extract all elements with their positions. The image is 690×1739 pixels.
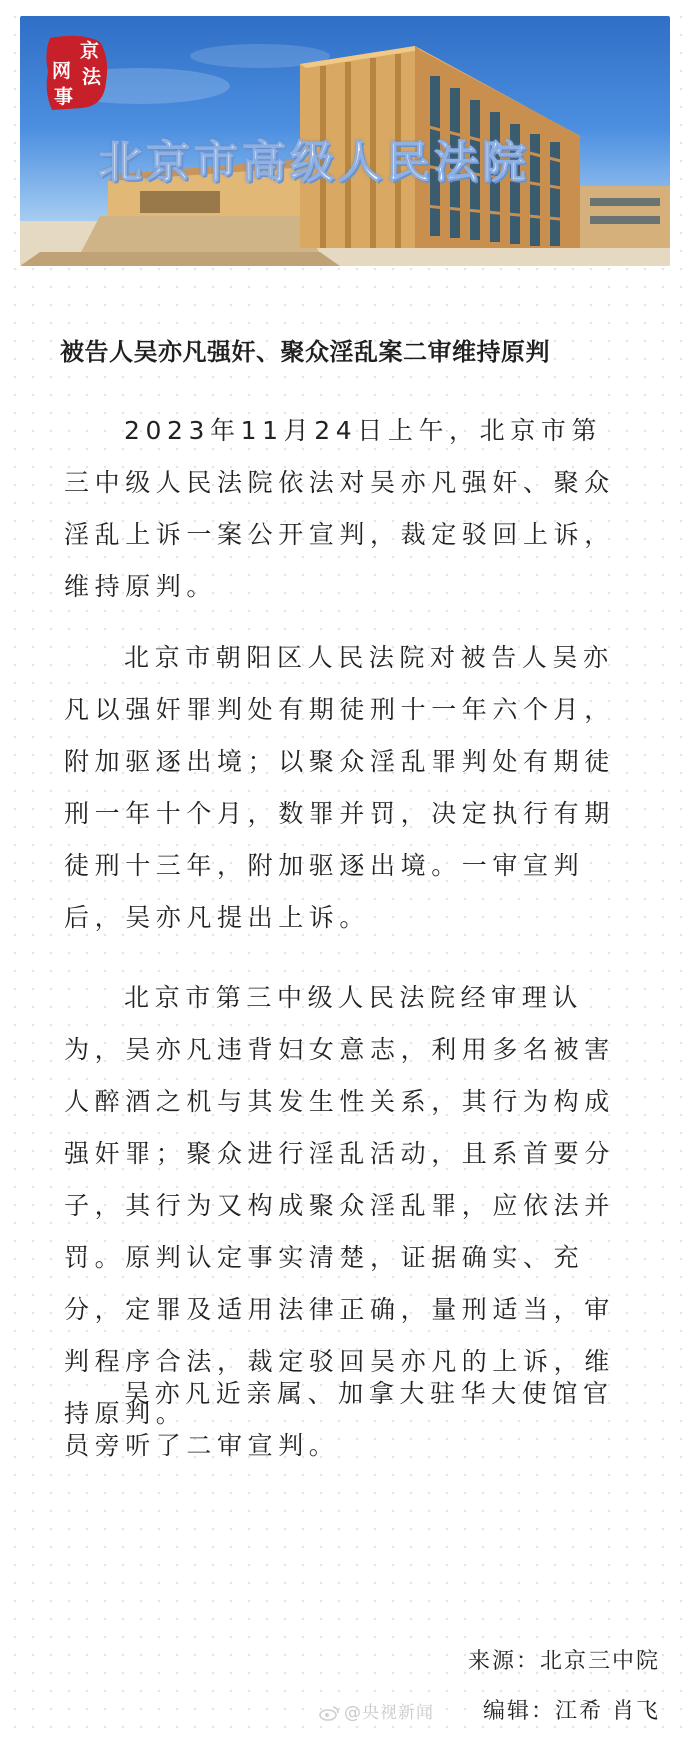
seal-char: 网	[52, 60, 72, 82]
article-editor: 编辑：江希 肖飞	[483, 1699, 660, 1724]
watermark	[318, 1698, 434, 1723]
court-seal-logo	[42, 32, 112, 114]
article-headline: 被告人吴亦凡强奸、聚众淫乱案二审维持原判	[60, 338, 550, 366]
article-paragraph: 北京市朝阳区人民法院对被告人吴亦凡以强奸罪判处有期徒刑十一年六个月，附加驱逐出境；以聚众淫乱罪判处有期徒刑一年十个月，数罪并罚，决定执行有期徒刑十三年，附加驱逐出境。一审宣判后，吴亦凡提出上诉。	[64, 643, 615, 932]
seal-char: 京	[80, 40, 100, 62]
article-paragraph: 吴亦凡近亲属、加拿大驻华大使馆官员旁听了二审宣判。	[64, 1379, 614, 1460]
seal-char: 事	[54, 86, 74, 108]
seal-char: 法	[82, 66, 102, 88]
banner-title: 北京市高级人民法院	[98, 137, 530, 188]
court-banner	[20, 16, 670, 266]
watermark-text: @央视新闻	[344, 1703, 434, 1723]
article-source: 来源：北京三中院	[467, 1649, 660, 1674]
article-paragraph: 2023年11月24日上午，北京市第三中级人民法院依法对吴亦凡强奸、聚众淫乱上诉一案公开宣判，裁定驳回上诉，维持原判。	[64, 416, 615, 601]
weibo-icon	[318, 1705, 340, 1721]
article-paragraph: 北京市第三中级人民法院经审理认为，吴亦凡违背妇女意志，利用多名被害人醉酒之机与其发生性关系，其行为构成强奸罪；聚众进行淫乱活动，且系首要分子，其行为又构成聚众淫乱罪，应依法并罚。原判认定事实清楚，证据确实、充分，定罪及适用法律正确，量刑适当，审判程序合法，裁定驳回吴亦凡的上诉，维持原判。	[64, 983, 615, 1428]
